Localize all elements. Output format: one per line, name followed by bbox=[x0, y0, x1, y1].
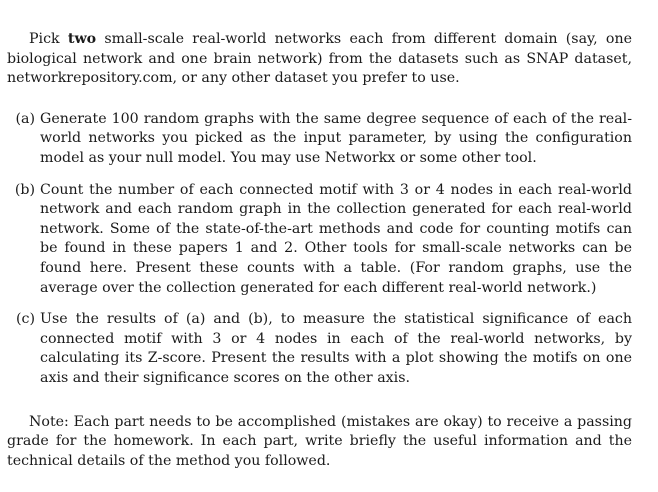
note-paragraph: Note: Each part needs to be accomplished (mistakes are okay) to receive a passing grade for the homework. In each part, write briefly the useful information and the technical details of the method you followed. bbox=[7, 413, 632, 469]
task-text-a: Generate 100 random graphs with the same degree sequence of each of the real-world networks you picked as the input parameter, by using the configuration model as your null model. You may use Networkx or some other tool. bbox=[40, 110, 632, 166]
task-text-b: Count the number of each connected motif with 3 or 4 nodes in each real-world network and each random graph in the collection generated for each real-world network. Some of the state-of-the-art methods and code for counting motifs can be found in these papers 1 and 2. Other tools for small-scale networks can be found here. Present these counts with a table. (For random graphs, use the average over the collection generated for each different real-world network.) bbox=[40, 181, 632, 296]
task-label-a: (a) bbox=[15, 110, 35, 127]
task-item-a bbox=[7, 110, 632, 169]
task-label-b: (b) bbox=[14, 181, 35, 198]
intro-emphasis: two bbox=[67, 31, 97, 47]
task-item-b bbox=[7, 181, 632, 299]
task-label-c: (c) bbox=[15, 311, 35, 328]
intro-text-rest: small-scale real-world networks each from different domain (say, one biological network and one brain network) from the datasets such as SNAP dataset, networkrepository.com, or any other dataset you prefer to use. bbox=[7, 31, 632, 87]
task-list bbox=[7, 110, 632, 389]
intro-paragraph bbox=[7, 30, 632, 89]
task-text-c: Use the results of (a) and (b), to measure the statistical significance of each connected motif with 3 or 4 nodes in each of the real-world networks, by calculating its Z-score. Present the results with a plot showing the motifs on one axis and their significance scores on the other axis. bbox=[40, 311, 632, 386]
task-item-c bbox=[7, 310, 632, 388]
intro-text-start: Pick bbox=[29, 31, 68, 47]
